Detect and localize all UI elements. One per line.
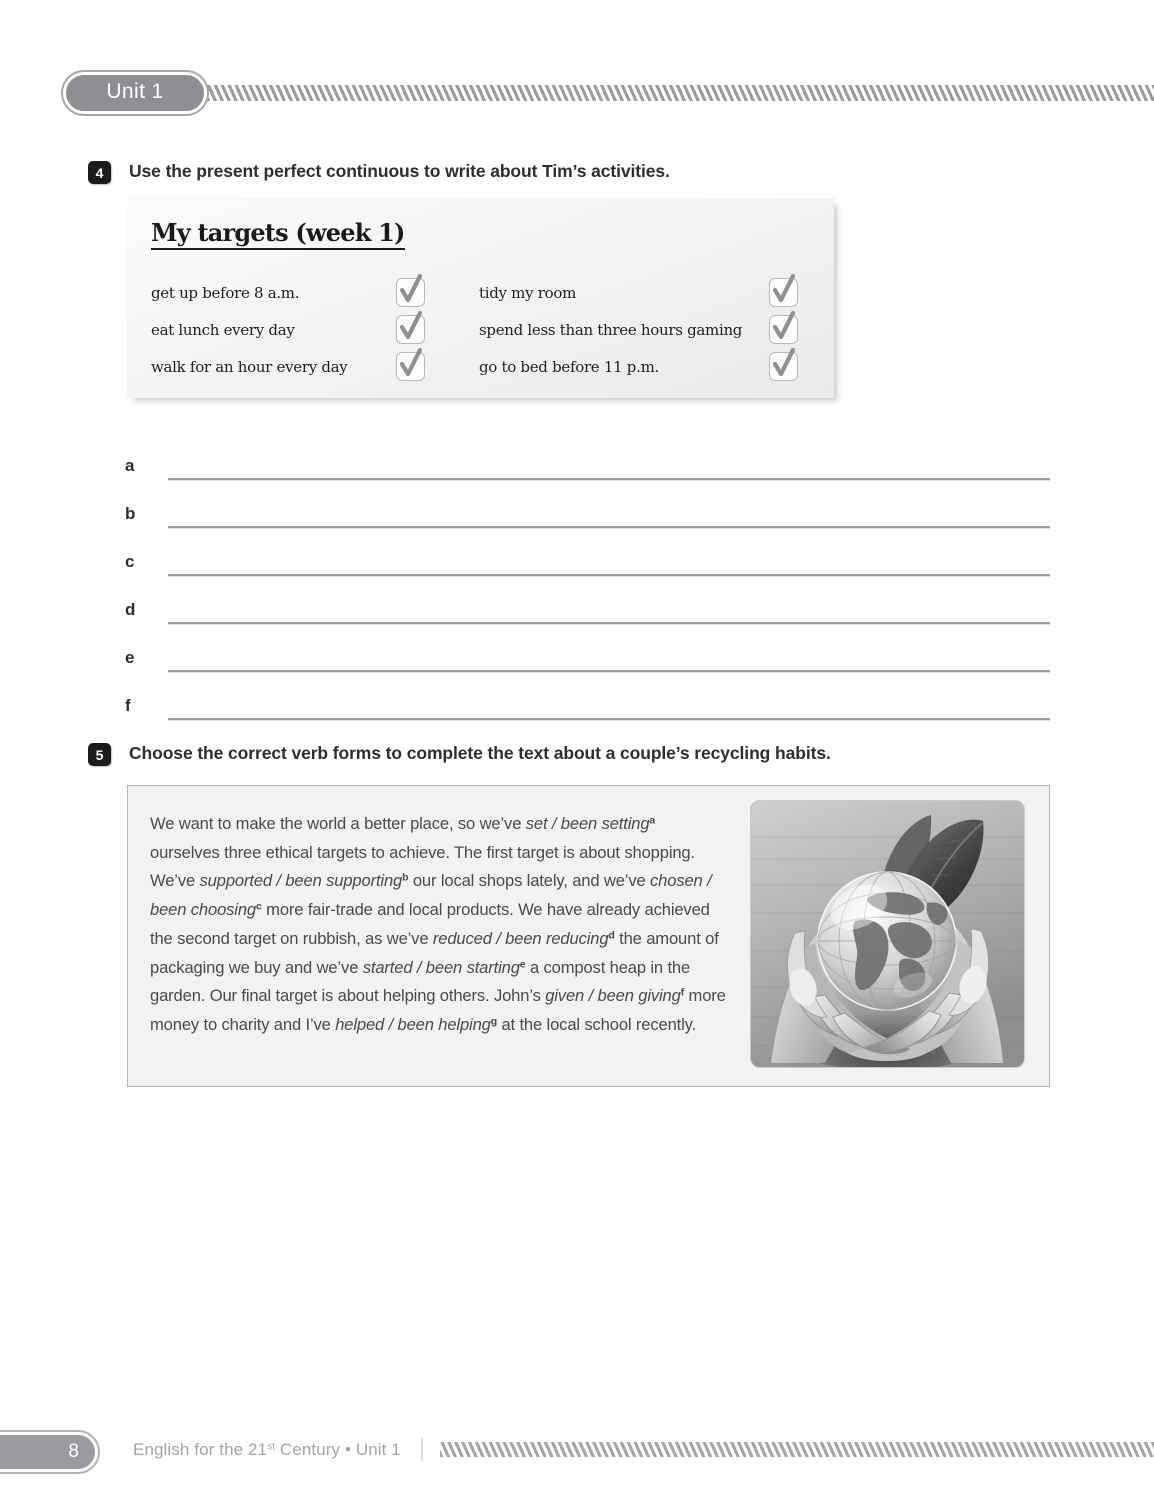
footer-hatch-decoration [440, 1442, 1154, 1457]
check-icon [399, 310, 423, 344]
target-item [479, 278, 811, 307]
check-icon [399, 347, 423, 381]
exercise-5-number-badge: 5 [88, 743, 111, 766]
exercise-4-heading [88, 160, 670, 183]
gap-marker: b [402, 871, 409, 884]
checkbox-checked[interactable] [769, 278, 798, 307]
gap-marker: a [649, 814, 656, 827]
exercise-5-heading [88, 742, 831, 765]
exercise-5-instruction: Choose the correct verb forms to complete the text about a couple’s recycling habits. [129, 743, 831, 763]
verb-choice-option[interactable]: given / been giving [545, 986, 681, 1006]
answer-rule[interactable] [168, 478, 1050, 480]
verb-choice-option[interactable]: supported / been supporting [199, 871, 403, 891]
answer-line-e[interactable] [125, 648, 1050, 672]
answer-line-b[interactable] [125, 504, 1050, 528]
target-label: tidy my room [479, 283, 576, 302]
page-header [0, 72, 1154, 124]
answer-letter: e [125, 648, 135, 667]
verb-choice-option[interactable]: set / been setting [525, 814, 650, 833]
paragraph-text: our local shops lately, and we’ve [408, 871, 651, 891]
target-item [479, 352, 811, 381]
paragraph-text: a compost heap in the garden. Our final target is about helping others. John’s [150, 957, 691, 1006]
photo-illustration [751, 801, 1024, 1067]
my-targets-list [151, 274, 811, 385]
hands-holding-globe-photo [751, 801, 1024, 1067]
footer-title-rest: Century • Unit 1 [275, 1440, 401, 1459]
target-row [151, 274, 811, 311]
answer-letter: a [125, 456, 135, 475]
answer-line-f[interactable] [125, 696, 1050, 720]
answer-rule[interactable] [168, 526, 1050, 528]
checkbox-checked[interactable] [769, 315, 798, 344]
header-hatch-decoration [200, 85, 1154, 101]
recycling-paragraph [150, 810, 728, 1040]
unit-badge [63, 72, 207, 114]
check-icon [772, 347, 796, 381]
verb-choice-option[interactable]: reduced / been reducing [432, 928, 609, 948]
paragraph-text: more money to charity and I’ve [150, 986, 726, 1034]
answer-letter: c [125, 552, 135, 571]
check-icon [772, 273, 796, 307]
verb-choice-option[interactable]: chosen / been choosing [150, 871, 712, 920]
target-row [151, 311, 811, 348]
footer-title-ordinal: st [267, 1441, 276, 1453]
target-row [151, 348, 811, 385]
exercise-4-instruction: Use the present perfect continuous to write about Tim’s activities. [129, 161, 670, 181]
paragraph-text: ourselves three ethical targets to achieve. The first target is about shopping. We’ve [150, 842, 695, 891]
page-number-badge [0, 1432, 98, 1472]
gap-marker: g [490, 1015, 498, 1028]
check-icon [772, 310, 796, 344]
gap-marker: f [680, 986, 685, 999]
paragraph-text: We want to make the world a better place, so we’ve [150, 814, 526, 833]
paragraph-text: more fair-trade and local products. We have already achieved the second target on rubbish, as we’ve [150, 900, 710, 948]
answer-rule[interactable] [168, 718, 1050, 720]
checkbox-checked[interactable] [769, 352, 798, 381]
unit-badge-label: Unit 1 [106, 80, 164, 103]
target-item [151, 352, 479, 381]
verb-choice-option[interactable]: helped / been helping [335, 1014, 491, 1034]
answer-line-a[interactable] [125, 456, 1050, 480]
answer-rule[interactable] [168, 670, 1050, 672]
recycling-text-box [127, 785, 1050, 1087]
verb-choice-option[interactable]: started / been starting [362, 957, 520, 977]
exercise-4-number-badge: 4 [88, 161, 111, 184]
my-targets-title: My targets (week 1) [151, 220, 405, 250]
answer-letter: d [125, 600, 136, 619]
target-label: spend less than three hours gaming [479, 320, 743, 339]
gap-marker: c [256, 900, 262, 913]
paragraph-text: at the local school recently. [497, 1014, 697, 1034]
gap-marker: d [608, 929, 615, 942]
answer-letter: f [125, 696, 131, 715]
check-icon [399, 273, 423, 307]
footer-title-main: English for the 21 [133, 1440, 268, 1459]
footer-book-title [133, 1440, 401, 1460]
page-number-label: 8 [68, 1441, 79, 1462]
checkbox-checked[interactable] [396, 315, 425, 344]
footer-divider [421, 1438, 423, 1461]
gap-marker: e [519, 958, 526, 971]
target-item [151, 278, 479, 307]
my-targets-card [127, 198, 834, 398]
answer-line-c[interactable] [125, 552, 1050, 576]
paragraph-text: the amount of packaging we buy and we’ve [150, 928, 719, 977]
target-label: walk for an hour every day [151, 357, 348, 376]
answer-rule[interactable] [168, 574, 1050, 576]
answer-line-d[interactable] [125, 600, 1050, 624]
checkbox-checked[interactable] [396, 278, 425, 307]
target-item [479, 315, 811, 344]
checkbox-checked[interactable] [396, 352, 425, 381]
target-label: go to bed before 11 p.m. [479, 357, 659, 376]
answer-letter: b [125, 504, 136, 523]
target-label: get up before 8 a.m. [151, 283, 300, 302]
page-footer [0, 1432, 1154, 1478]
answer-rule[interactable] [168, 622, 1050, 624]
target-item [151, 315, 479, 344]
target-label: eat lunch every day [151, 320, 295, 339]
